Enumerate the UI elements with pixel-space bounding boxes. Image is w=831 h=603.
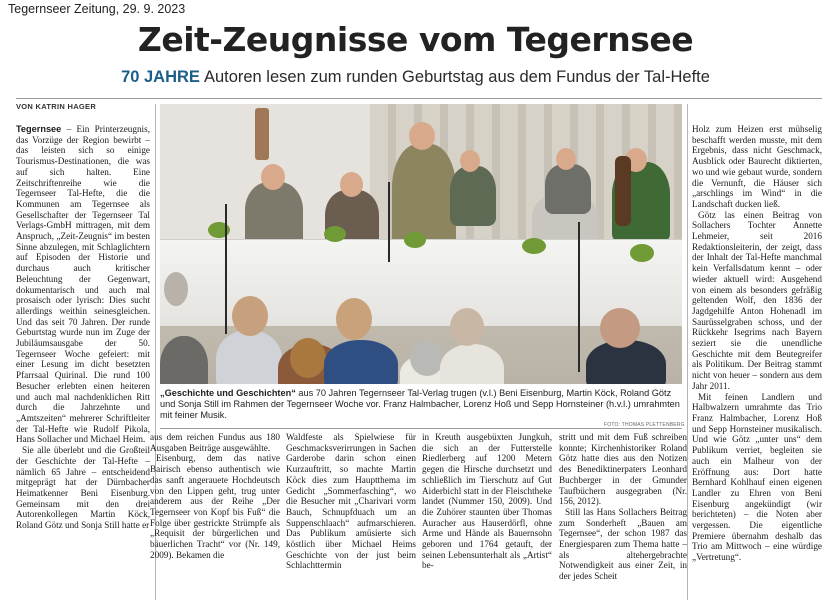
microphone-stand-icon	[225, 204, 227, 334]
audience-member	[440, 344, 504, 384]
musician-head	[460, 150, 480, 172]
article-column-5	[559, 432, 687, 600]
audience-head	[600, 308, 640, 348]
article-photo	[160, 104, 682, 384]
dateline: Tegernsee	[16, 124, 62, 134]
audience-head	[450, 308, 484, 346]
audience-member	[216, 330, 282, 384]
musician-figure	[545, 164, 591, 214]
article-column-2	[150, 432, 280, 600]
article-column-1	[16, 124, 150, 600]
panel-member-head	[261, 164, 285, 190]
plant-decoration	[522, 238, 546, 254]
musician-figure	[450, 166, 496, 226]
headline: Zeit-Zeugnisse vom Tegernsee	[137, 20, 694, 59]
double-bass-icon	[615, 156, 631, 226]
audience-head	[410, 340, 444, 376]
plant-decoration	[404, 232, 426, 248]
audience-head	[164, 272, 188, 306]
audience-head	[232, 296, 268, 336]
article-paragraph: Tegernsee – Ein Printerzeugnis, das Vorzüge der Region bewirbt – das leisten sich so einige Tourismus-Destinationen, die was auf sich halten. Eine Zeitschriftenreihe wie die Tegernseer Tal-Hefte, die die Kommunen am Tegernsee als Gesellschafter der Tegernseer Tal Verlags-GmbH mittragen, mit dem Anspruch, „Zeit-Zeugnis“ im besten Sinne abzulegen, mit Schlaglichtern auf Episoden der Historie und durchaus auch kritischer Beleuchtung der Gegenwart, dokumentarisch und auch mal prosaisch oder lyrisch: Dies sucht allerdings weithin seinesgleichen. Und das seit 70 Jahren. Der runde Geburtstag wurde nun im Zuge der Jubiläumsausgabe der 50. Tegernseer Woche gefeiert: mit einer Lesung im dicht besetzten Pfarrsaal Quirinal. Die rund 100 Besucher erlebten einen heiteren und auch mal nachdenklichen Ritt durch die Jahrzehnte und „Amtszeiten“ mehrerer Schriftleiter der Tal-Hefte wie Rudolf Pikola, Hans Sollacher und Michael Heim.	[16, 124, 150, 445]
audience-head	[336, 298, 372, 340]
audience-member	[324, 340, 398, 384]
photo-caption	[160, 388, 682, 421]
caption-rule	[160, 428, 682, 429]
plant-decoration	[324, 226, 346, 242]
column-rule	[687, 104, 688, 600]
article-paragraph: Mit feinen Landlern und Halbwalzern umrahmte das Trio Franz Halmbacher, Lorenz Hoß und Sepp Hornsteiner musikalisch. Und wie Götz „unter uns“ dem Publikum verriet, begleiten sie auch ein Malheur von der Eröffnung aus: Dort hatte Bernhard Kohlhauf einen eigenen Landler zu Ehren von Beni Eisenburg angekündigt (wir berichteten) – die Noten aber vergessen. Die eigentliche Premiere übernahm deshalb das Trio am Mittwoch – eine würdige „Vertretung“.	[692, 391, 822, 563]
audience-head	[290, 338, 326, 378]
microphone-stand-icon	[388, 182, 390, 262]
article-paragraph: stritt und mit dem Fuß schreiben konnte; Kirchenhistoriker Roland Götz hatte dies aus den Notizen des Benediktinerpaters Leonhard Buchberger in der Gmunder Taufbüchern ausgegraben (Nr. 156, 2012).	[559, 432, 687, 507]
article-paragraph: Waldfeste als Spielwiese für Geschmacksverirrungen in Sachen Garderobe darin schon einen Kurzauftritt, so machte Martin Köck dies zum Hauptthema im Gedicht „Sommerfasching“, wo die Besucher mit „Charivari vorm Bauch, Schnupfduach um an Suppenschlaach“ aufmarschieren. Das Publikum amüsierte sich köstlich über Michael Heims Geschichte von der just beim Schlachttermin	[286, 432, 416, 571]
header-rule	[16, 98, 822, 99]
subheadline-kicker: 70 JAHRE	[121, 68, 200, 86]
article-paragraph: Sie alle überlebt und die Großteil der Geschichte der Tal-Hefte – nämlich 65 Jahre – entscheidend mitgeprägt hat der Dürnbacher Heimatkenner Beni Eisenburg. Gemeinsam mit den drei Autorenkollegen Martin Köck, Roland Götz und Sonja Still hatte er	[16, 445, 150, 531]
photo-caption-title: „Geschichte und Geschichten“	[160, 388, 296, 398]
author-byline: VON KATRIN HAGER	[16, 102, 97, 111]
photo-caption-text: aus 70 Jahren Tegernseer Tal-Verlag trugen (v.l.) Beni Eisenburg, Martin Köck, Roland Götz und Sonja Still im Rahmen der Tegernseer Woche vor. Franz Halmbacher, Lorenz Hoß und Sepp Hornsteiner (h.v.l.) umrahmten mit feiner Musik.	[160, 388, 680, 420]
newspaper-source: Tegernseer Zeitung, 29. 9. 2023	[8, 2, 186, 16]
panel-member-head	[340, 172, 363, 197]
microphone-stand-icon	[578, 222, 580, 372]
article-paragraph: in Kreuth ausgebüxten Jungkuh, die sich an der Futterstelle Riedlerberg auf 1200 Metern gegen die Hirsche durchsetzt und schließlich im Tierschutz auf Gut Aiderbichl statt in der Fleischtheke landet (Nummer 150, 2009). Und die Zuhörer staunten über Thomas Auracher aus Hauserdörfl, ohne Arme und Hände als Bauernsohn geboren und 1764 getauft, der seinen Lebensunterhalt als „Artist“ be-	[422, 432, 552, 571]
photo-credit: FOTO: THOMAS PLETTENBERG	[604, 422, 685, 428]
article-paragraph: Still las Hans Sollachers Beitrag zum Sonderheft „Bauen am Tegernsee“, der schon 1987 das Energiesparen zum Thema hatte – als altehergebrachte Notwendigkeit aus einer Zeit, in der jedes Scheit	[559, 506, 687, 582]
musician-head	[556, 148, 576, 170]
crucifix-icon	[255, 108, 269, 160]
article-column-3	[286, 432, 416, 600]
plant-decoration	[630, 244, 654, 262]
audience-member	[160, 336, 208, 384]
article-paragraph: aus dem reichen Fundus aus 180 Ausgaben Beiträge ausgewählte.	[150, 432, 280, 453]
subheadline	[0, 68, 831, 87]
article-column-4	[422, 432, 552, 600]
article-paragraph: Götz las einen Beitrag von Sollachers Tochter Annette Lehmeier, seit 2016 Redaktionsleiterin, der zeigt, dass der Inhalt der Tal-Hefte manchmal kein Verfallsdatum kennt – oder wieder aktuell wird: Ausgehend von einem als besonders gefräßig geltenden Wolf, den 1836 der Jagdgehilfe Anton Hohenadl im Saurüsselgraben schoss, und der Rückkehr Isegrims nach Bayern seziert sie die unendliche Geschichte mit dem Beutegreifer als Politikum. Der Beitrag stammt nicht von heuer – sondern aus dem Jahr 2011.	[692, 209, 822, 391]
article-paragraph: Eisenburg, dem das native Bairisch ebenso authentisch wie das sanft angerauete Hochdeutsch von den Lippen geht, trug unter anderem aus der Reihe „Der Tegernseer von Kopf bis Fuß“ die Folge über gestrickte Strümpfe als „Requisit der bürgerlichen und bäuerlichen Tracht“ vor (Nr. 149, 2009). Bekamen die	[150, 453, 280, 560]
subheadline-text: Autoren lesen zum runden Geburtstag aus dem Fundus der Tal-Hefte	[203, 68, 710, 86]
article-paragraph: Holz zum Heizen erst mühselig beschafft werden musste, mit dem Ergebnis, dass nicht Geschmack, Ausblick oder Baurecht diktierten, wo und wie gebaut wurde, sondern die Vernunft, die Häuser sich „arschlings im Wind“ in die Landschaft ducken ließ.	[692, 124, 822, 209]
speaker-head	[409, 122, 435, 150]
article-column-6	[692, 124, 822, 600]
